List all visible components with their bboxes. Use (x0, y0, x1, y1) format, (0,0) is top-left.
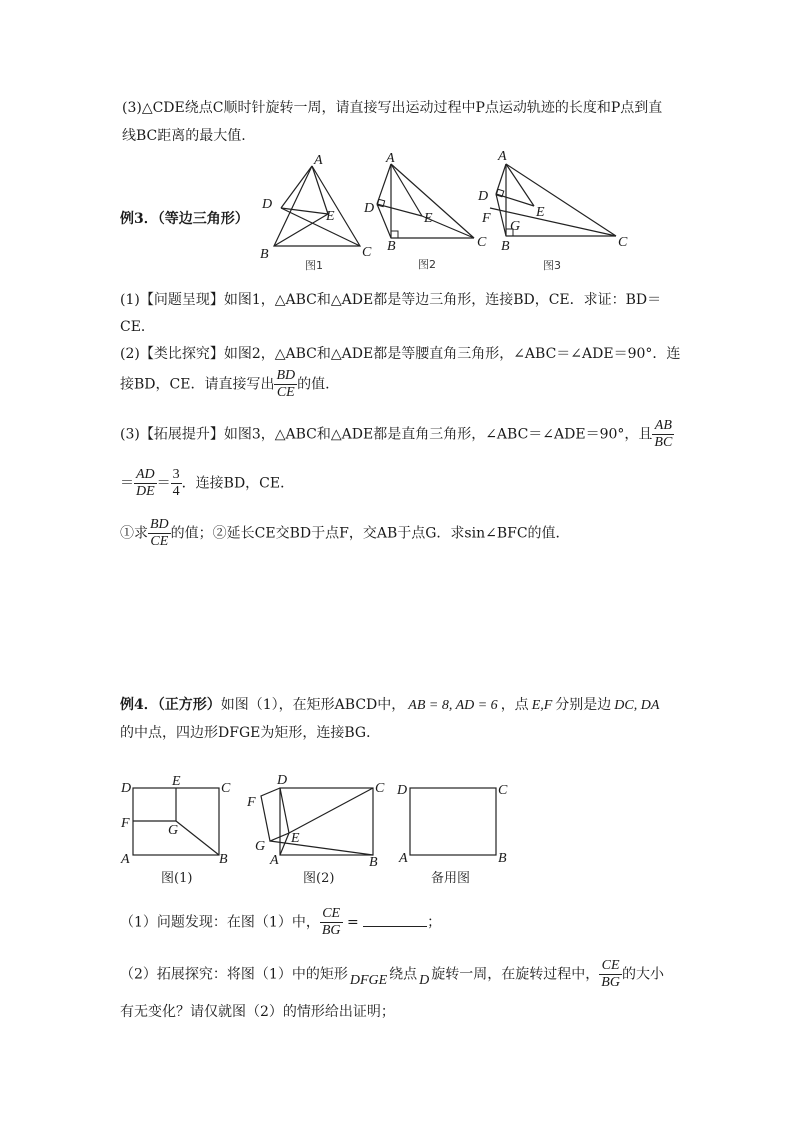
svg-text:E: E (536, 205, 545, 220)
svg-text:B: B (501, 239, 510, 254)
ex3-title: 例3．（等边三角形） (120, 211, 249, 227)
svg-text:F: F (482, 211, 491, 226)
ex4-line1-c: 分别是边 (555, 697, 612, 713)
ex3-q1-line2: CE． (120, 319, 155, 335)
answer-blank (363, 914, 427, 927)
svg-text:A: A (270, 853, 279, 868)
ex3-figure-3 (477, 150, 628, 272)
svg-text:D: D (364, 201, 375, 216)
svg-text:A: A (399, 851, 408, 866)
svg-text:C: C (221, 781, 231, 796)
ex4-line1 (120, 694, 659, 714)
fraction-numerator: 3 (172, 467, 180, 482)
ex4-spare-figure (396, 783, 508, 886)
ex3-fig1-caption: 图1 (305, 259, 323, 272)
svg-text:B: B (260, 247, 269, 262)
fraction-3-4 (171, 467, 182, 500)
fraction-ad-de (134, 467, 157, 500)
svg-text:C: C (498, 783, 508, 798)
ex4-figures (115, 770, 525, 890)
svg-text:F: F (247, 795, 256, 810)
ex4-sides: DC, DA (614, 698, 660, 713)
fraction-numerator: AD (136, 467, 155, 482)
ex4-line2: 的中点，四边形DFGE为矩形，连接BG． (120, 725, 381, 741)
svg-text:B: B (498, 851, 507, 866)
equals-sign: ＝ (156, 475, 171, 492)
ex4-q2-point: D (419, 972, 430, 988)
fraction-ce-bg (320, 906, 343, 939)
svg-text:G: G (255, 839, 266, 854)
ex4-line1-b: ，点 (500, 697, 529, 713)
prev-part3-line1: (3)△CDE绕点C顺时针旋转一周，请直接写出运动过程中P点运动轨迹的长度和P点到直 (122, 100, 663, 116)
ex4-q2-pre: （2）拓展探究：将图（1）中的矩形 (120, 966, 348, 983)
svg-text:C: C (362, 245, 372, 260)
svg-text:D: D (397, 783, 408, 798)
svg-text:G: G (168, 823, 179, 838)
svg-text:E: E (172, 774, 181, 789)
ex4-title: 例4．（正方形） (120, 697, 221, 713)
ex3-figure-2 (363, 151, 487, 271)
fraction-denominator: DE (136, 484, 155, 499)
ex4-condition: AB = 8, AD = 6 (408, 698, 498, 713)
fraction-ab-bc (652, 418, 674, 451)
ex3-q3-post: ．连接BD，CE． (181, 475, 295, 492)
fraction-denominator: BG (601, 975, 620, 990)
fraction-denominator: BG (321, 923, 341, 938)
svg-text:E: E (291, 831, 300, 846)
svg-text:E: E (424, 211, 433, 226)
svg-text:B: B (369, 855, 378, 870)
svg-text:D: D (478, 189, 489, 204)
ex3-q3-line2 (120, 467, 294, 500)
ex4-fig1-caption: 图(1) (161, 871, 193, 886)
fraction-bd-ce (274, 368, 297, 401)
ex4-q1 (120, 906, 441, 939)
svg-text:D: D (277, 773, 288, 788)
fraction-numerator: BD (150, 517, 169, 532)
ex3-q2-pre: 接BD，CE．请直接写出 (120, 376, 275, 393)
ex3-q3-line1 (120, 418, 674, 451)
svg-text:C: C (375, 781, 385, 796)
ex3-q3-pre: (3)【拓展提升】如图3，△ABC和△ADE都是直角三角形，∠ABC＝∠ADE＝90°，且 (120, 426, 653, 443)
ex4-line1-a: 如图（1），在矩形ABCD中， (220, 697, 406, 713)
svg-text:C: C (477, 235, 487, 250)
fraction-denominator: CE (276, 385, 295, 400)
ex4-q2-mid: 绕点 (389, 966, 418, 983)
equals-sign: ＝ (120, 475, 134, 492)
svg-text:A: A (314, 153, 323, 168)
ex3-figure-1 (260, 153, 375, 272)
fraction-numerator: CE (320, 906, 343, 923)
fraction-denominator: CE (150, 534, 169, 549)
fraction-denominator: BC (654, 435, 673, 450)
ex3-figures (250, 150, 650, 275)
fraction-denominator: 4 (172, 484, 180, 499)
ex3-fig3-caption: 图3 (543, 259, 561, 272)
ex4-q2-rect: DFGE (349, 972, 388, 988)
svg-text:D: D (262, 197, 273, 212)
svg-text:B: B (387, 239, 396, 254)
svg-text:B: B (219, 852, 228, 867)
ex4-q1-post: ； (427, 914, 442, 931)
ex4-figure-2 (246, 773, 385, 886)
ex4-q1-pre: （1）问题发现：在图（1）中， (120, 914, 320, 931)
svg-text:C: C (618, 235, 628, 250)
ex4-q2-post: 的大小 (621, 966, 664, 983)
ex3-fig2-caption: 图2 (418, 258, 436, 271)
fraction-numerator: CE (599, 958, 622, 975)
ex4-q2-line2: 有无变化？请仅就图（2）的情形给出证明； (120, 1004, 395, 1020)
ex4-figure-1 (120, 774, 231, 886)
ex4-points: E,F (531, 698, 553, 713)
svg-text:A: A (386, 151, 395, 166)
fraction-numerator: BD (276, 368, 296, 383)
fraction-ce-bg (599, 958, 622, 991)
svg-text:G: G (510, 219, 521, 234)
svg-text:A: A (498, 150, 507, 164)
ex3-q2-line2 (120, 368, 330, 401)
ex3-q1-line1: (1)【问题呈现】如图1，△ABC和△ADE都是等边三角形，连接BD，CE．求证：BD＝ (120, 292, 662, 308)
prev-part3-line2: 线BC距离的最大值. (122, 128, 246, 144)
ex4-spare-caption: 备用图 (431, 871, 471, 886)
svg-text:A: A (121, 852, 130, 867)
ex3-q2-post: 的值. (297, 376, 330, 393)
ex3-q3b-post: 的值；②延长CE交BD于点F，交AB于点G．求sin∠BFC的值． (170, 525, 570, 542)
ex4-fig2-caption: 图(2) (303, 871, 335, 886)
fraction-bd-ce (148, 517, 171, 550)
ex3-q3-line3 (120, 517, 570, 550)
ex4-q2-line1 (120, 958, 664, 991)
svg-text:E: E (326, 209, 335, 224)
equals-sign: = (342, 914, 364, 931)
ex3-q3b-pre: ①求 (120, 525, 148, 542)
ex3-q2-line1: (2)【类比探究】如图2，△ABC和△ADE都是等腰直角三角形，∠ABC＝∠ADE＝90°．连 (120, 346, 681, 362)
svg-text:F: F (121, 816, 130, 831)
fraction-numerator: AB (652, 418, 674, 435)
svg-text:D: D (121, 781, 132, 796)
ex4-q2-mid2: 旋转一周，在旋转过程中， (431, 966, 600, 983)
